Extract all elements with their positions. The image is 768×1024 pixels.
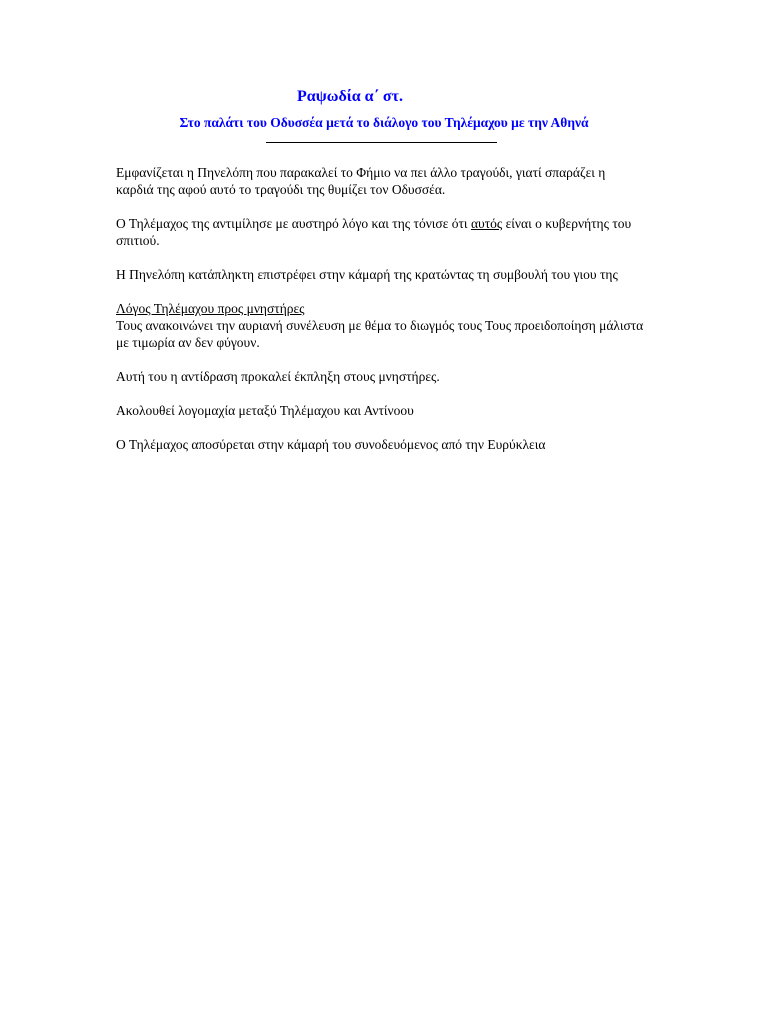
paragraph-penelope-returns: Η Πηνελόπη κατάπληκτη επιστρέφει στην κάμαρή της κρατώντας τη συμβουλή του γιου της — [116, 267, 618, 282]
paragraph-telemachus-reply — [116, 215, 646, 249]
document-subtitle: Στο παλάτι του Οδυσσέα μετά το διάλογο του Τηλέμαχου με την Αθηνά — [179, 115, 589, 130]
paragraph-dispute: Ακολουθεί λογομαχία μεταξύ Τηλέμαχου και Αντίνοου — [116, 403, 414, 418]
section-heading — [116, 300, 646, 317]
paragraph-text: Ο Τηλέμαχος της αντιμίλησε με αυστηρό λόγο και της τόνισε ότι — [116, 216, 471, 231]
document-title: Ραψωδία α΄ στ. — [297, 88, 403, 105]
emphasis-text: αυτός — [470, 216, 503, 231]
paragraph-penelope-request: Εμφανίζεται η Πηνελόπη που παρακαλεί το Φήμιο να πει άλλο τραγούδι, γιατί σπαράζει η καρδιά της αφού αυτό το τραγούδι της θυμίζει τον Οδυσσέα. — [116, 165, 606, 197]
paragraph-telemachus-withdraws: Ο Τηλέμαχος αποσύρεται στην κάμαρή του συνοδευόμενος από την Ευρύκλεια — [116, 437, 546, 452]
paragraph-suitors-surprise: Αυτή του η αντίδραση προκαλεί έκπληξη στους μνηστήρες. — [116, 369, 440, 384]
section-heading-text: Λόγος Τηλέμαχου προς μνηστήρες — [116, 301, 305, 316]
title-divider — [266, 142, 497, 143]
paragraph-text: είναι ο κυβερνήτης του σπιτιού. — [116, 216, 632, 248]
paragraph-announcement: Τους ανακοινώνει την αυριανή συνέλευση με θέμα το διωγμός τους Τους προειδοποίηση μάλιστα με τιμωρία αν δεν φύγουν. — [116, 318, 644, 350]
document-body — [116, 164, 646, 470]
